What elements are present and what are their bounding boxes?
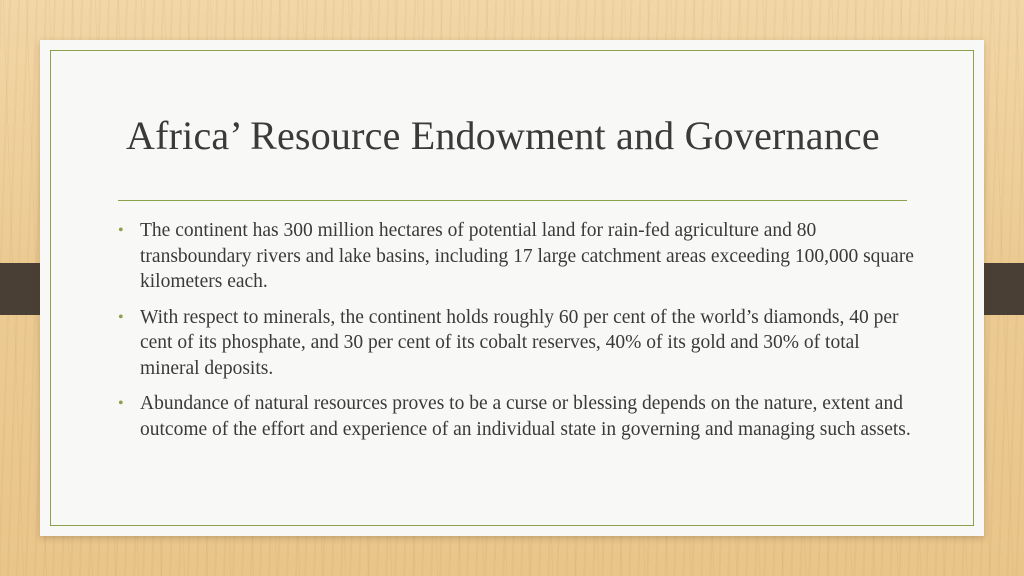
bullet-list: [118, 218, 918, 452]
bullet-marker-icon: •: [118, 395, 124, 412]
bullet-item-minerals: [118, 305, 918, 382]
bullet-item-governance: [118, 391, 918, 442]
bullet-item-land-water: [118, 218, 918, 295]
slide-title: Africa’ Resource Endowment and Governance: [126, 113, 880, 158]
title-divider: [118, 200, 907, 201]
bullet-text: With respect to minerals, the continent holds roughly 60 per cent of the world’s diamonds, 40 per cent of its phosphate, and 30 per cent of its cobalt reserves, 40% of its gold and 30% of total mineral deposits.: [140, 306, 899, 379]
bullet-text: Abundance of natural resources proves to be a curse or blessing depends on the nature, extent and outcome of the effort and experience of an individual state in governing and managing such assets.: [140, 393, 911, 440]
bullet-text: The continent has 300 million hectares of potential land for rain-fed agriculture and 80 transboundary rivers and lake basins, including 17 large catchment areas exceeding 100,000 square kilometers each.: [140, 220, 914, 292]
slide-card: [40, 40, 984, 536]
bullet-marker-icon: •: [118, 308, 124, 326]
bullet-marker-icon: •: [118, 222, 124, 239]
